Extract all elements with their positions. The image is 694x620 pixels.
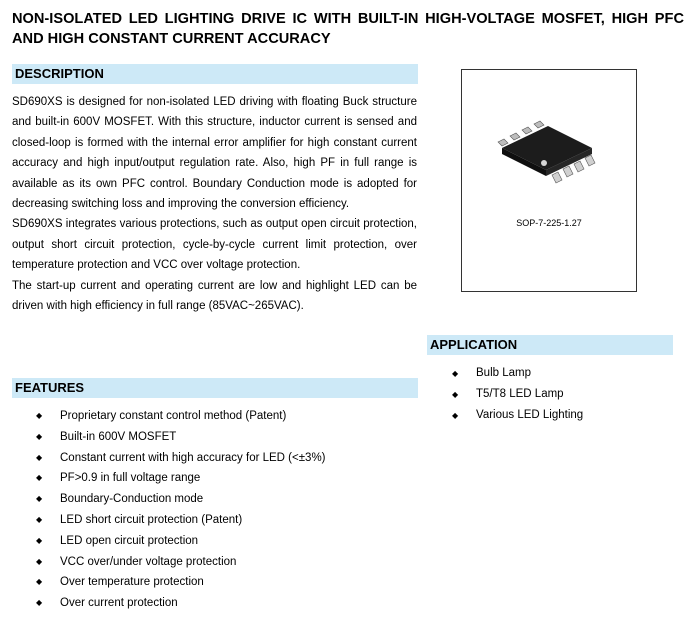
bullet-icon: ◆ [36,452,43,462]
feature-text: Over temperature protection [60,576,204,589]
package-figure [461,69,637,292]
bullet-icon: ◆ [36,577,43,587]
bullet-icon: ◆ [36,556,43,566]
feature-item [36,448,326,469]
bullet-icon: ◆ [452,390,459,399]
feature-item [36,468,326,489]
document-title: NON-ISOLATED LED LIGHTING DRIVE IC WITH BUILT-IN HIGH-VOLTAGE MOSFET, HIGH PFC AND HIGH CONSTANT CURRENT ACCURACY [12,11,684,47]
application-item [452,384,583,405]
bullet-icon: ◆ [36,494,43,504]
feature-text: PF>0.9 in full voltage range [60,472,201,485]
bullet-icon: ◆ [36,598,43,608]
package-label: SOP-7-225-1.27 [516,218,582,228]
feature-text: LED open circuit protection [60,534,199,547]
application-text: Bulb Lamp [476,367,531,379]
feature-text: Over current protection [60,597,178,610]
description-paragraph-2: SD690XS integrates various protections, such as output open circuit protection, output short circuit protection, cycle-by-cycle current limit protection, over temperature protection and VCC over voltage protection. [12,218,417,272]
feature-text: Constant current with high accuracy for LED (<±3%) [60,451,326,464]
feature-text: VCC over/under voltage protection [60,555,237,568]
feature-item [36,406,326,427]
bullet-icon: ◆ [452,369,459,378]
bullet-icon: ◆ [36,411,43,420]
bullet-icon: ◆ [36,514,43,524]
application-text: Various LED Lighting [476,409,584,421]
description-paragraph-3: The start-up current and operating current are low and highlight LED can be driven with high efficiency in full range (85VAC~265VAC). [12,279,417,313]
description-paragraph-1: SD690XS is designed for non-isolated LED driving with floating Buck structure and built-in 600V MOSFET. With this structure, inductor current is sensed and closed-loop is formed with the internal error amplifier for high constant current accuracy and high input/output regulation rate. Also, high PF in full range is available as its own PFC control. Boundary Conduction mode is adopted for decreasing switching loss and improving the conversion efficiency. [12,96,417,211]
feature-item [36,510,326,531]
application-item [452,363,583,384]
application-item [452,405,583,426]
feature-text: Built-in 600V MOSFET [60,430,177,443]
feature-item [36,593,326,614]
bullet-icon: ◆ [36,473,43,483]
feature-item [36,572,326,593]
application-heading: APPLICATION [427,335,673,355]
feature-text: Boundary-Conduction mode [60,493,204,506]
description-body [12,92,417,316]
feature-item [36,552,326,573]
feature-text: Proprietary constant control method (Patent) [60,410,287,422]
feature-item [36,489,326,510]
application-text: T5/T8 LED Lamp [476,388,564,400]
features-list [36,406,326,614]
bullet-icon: ◆ [36,431,43,441]
features-heading: FEATURES [12,378,418,398]
feature-text: LED short circuit protection (Patent) [60,513,243,526]
sop8-chip-icon [492,118,608,188]
description-heading: DESCRIPTION [12,64,418,84]
bullet-icon: ◆ [452,411,459,420]
feature-item [36,427,326,448]
bullet-icon: ◆ [36,535,43,545]
application-list [452,363,583,426]
feature-item [36,531,326,552]
